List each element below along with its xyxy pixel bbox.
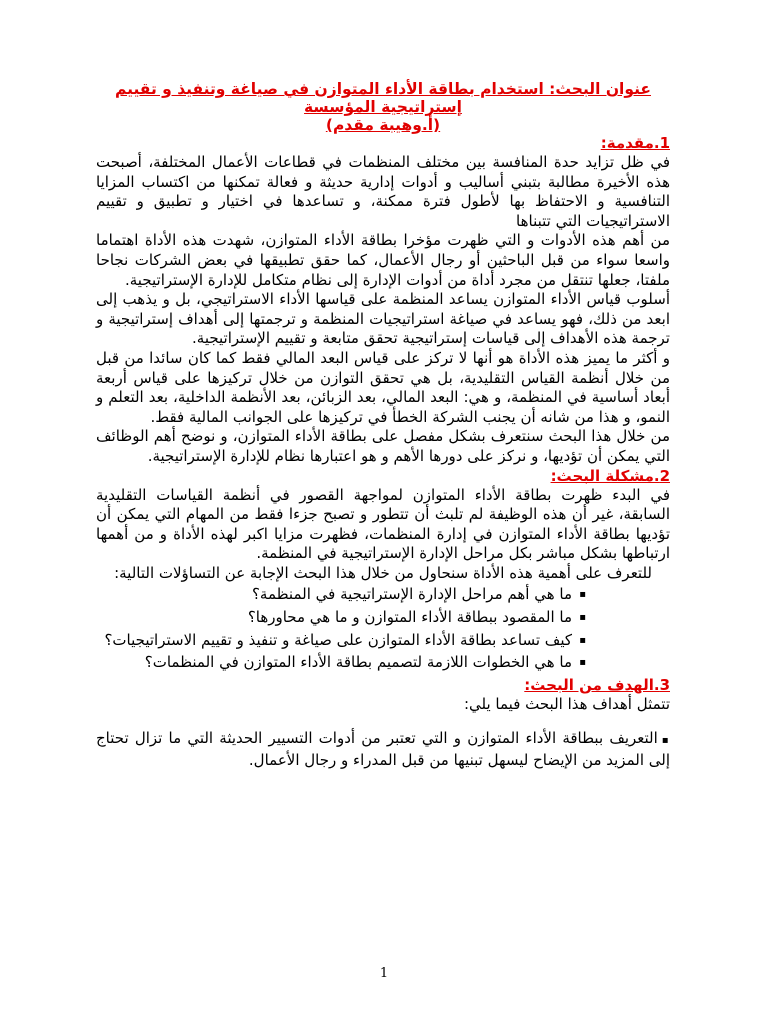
heading-research-goal: 3.الهدف من البحث: bbox=[524, 675, 670, 694]
goal-bullet-text: التعريف ببطاقة الأداء المتوازن و التي تعتبر من أدوات التسيير الحديثة التي ما تزال تحتاج إلى المزيد من الإيضاح ليسهل تبنيها من قبل المدراء و رجال الأعمال. bbox=[96, 729, 670, 770]
research-questions-list bbox=[96, 585, 670, 672]
list-item bbox=[96, 608, 670, 628]
heading-introduction: 1.مقدمة: bbox=[600, 134, 670, 152]
bullet-square-icon: ▪ bbox=[579, 634, 586, 646]
list-item bbox=[96, 653, 670, 673]
intro-paragraph-1: في ظل تزايد حدة المنافسة بين مختلف المنظمات في قطاعات الأعمال المختلفة، أصبحت هذه الأخيرة مطالبة بتبني أساليب و أدوات إدارية حديثة و فعالة تمكنها من اكتساب المزايا التنافسية و الاحتفاظ بها لأطول فترة ممكنة، و تساعدها في اختيار و تطبيق و تقييم الاستراتيجيات التي تتبناها bbox=[96, 153, 670, 230]
problem-paragraph-1: في البدء ظهرت بطاقة الأداء المتوازن لمواجهة القصور في أنظمة القياسات التقليدية السابقة، غير أن هذه الوظيفة لم تلبث أن تتطور و تصبح جزءا فقط من المهام التي يمكن أن تؤديها بطاقة الأداء المتوازن في إدارة المنظمات، فظهرت مزايا اكبر لهذه الأداة و من أهمها ارتباطها بشكل مباشر بكل مراحل الإدارة الإستراتيجية في المنظمة. bbox=[96, 485, 670, 563]
heading-research-problem: 2.مشكلة البحث: bbox=[550, 466, 670, 485]
document-page bbox=[96, 80, 670, 786]
goal-bullet-1 bbox=[96, 729, 670, 770]
question-text: ما المقصود ببطاقة الأداء المتوازن و ما هي محاورها؟ bbox=[247, 608, 572, 627]
bullet-square-icon: ▪ bbox=[579, 612, 586, 624]
bullet-square-icon: ▪ bbox=[661, 735, 670, 747]
goal-paragraph-1: تتمثل أهداف هذا البحث فيما يلي: bbox=[463, 694, 670, 713]
question-text: كيف تساعد بطاقة الأداء المتوازن على صياغة و تنفيذ و تقييم الاستراتيجيات؟ bbox=[104, 630, 572, 649]
problem-paragraph-2: للتعرف على أهمية هذه الأداة سنحاول من خلال هذا البحث الإجابة عن التساؤلات التالية: bbox=[114, 563, 652, 582]
bullet-square-icon: ▪ bbox=[579, 657, 586, 669]
list-item bbox=[96, 631, 670, 651]
title-line-1: عنوان البحث: استخدام بطاقة الأداء المتوازن في صياغة وتنفيذ و تقييم إستراتيجية المؤسسة bbox=[114, 80, 651, 116]
intro-paragraph-4: و أكثر ما يميز هذه الأداة هو أنها لا تركز على قياس البعد المالي فقط كما كان سائدا من قبل من خلال أنظمة القياس التقليدية، بل هي تحقق التوازن من خلال تركيزها على قياس أربعة أبعاد أساسية في المنظمة، و هي: البعد المالي، بعد الزبائن، بعد الأنظمة الداخلية، بعد التعلم و النمو، و هذا من شانه أن يجنب الشركة الخطأ في تركيزها على الجوانب المالية فقط. bbox=[96, 348, 670, 426]
bullet-square-icon: ▪ bbox=[579, 589, 586, 601]
title-author: (أ.وهيبة مقدم) bbox=[325, 116, 441, 134]
question-text: ما هي الخطوات اللازمة لتصميم بطاقة الأداء المتوازن في المنظمات؟ bbox=[144, 653, 572, 672]
intro-paragraph-3: أسلوب قياس الأداء المتوازن يساعد المنظمة على قياسها الأداء الاستراتيجي، بل و يذهب إلى ابعد من ذلك، فهو يساعد في صياغة استراتيجيات المنظمة و ترجمتها إلى أهداف إستراتيجية و ترجمة هذه الأهداف إلى قياسات إستراتيجية تحقق متابعة و تقييم الإستراتيجية. bbox=[96, 290, 670, 348]
document-title bbox=[96, 80, 670, 134]
list-item bbox=[96, 585, 670, 605]
question-text: ما هي أهم مراحل الإدارة الإستراتيجية في المنظمة؟ bbox=[251, 585, 572, 604]
page-number: 1 bbox=[379, 966, 389, 981]
intro-paragraph-2: من أهم هذه الأدوات و التي ظهرت مؤخرا بطاقة الأداء المتوازن، شهدت هذه الأداة اهتماما واسعا سواء من قبل الباحثين أو رجال الأعمال، كما حقق تطبيقها في بعض الشركات نجاحا ملفتا، جعلها تنتقل من مجرد أداة من أدوات الإدارة إلى نظام متكامل للإدارة الإستراتيجية. bbox=[96, 231, 670, 289]
intro-paragraph-5: من خلال هذا البحث سنتعرف بشكل مفصل على بطاقة الأداء المتوازن، و نوضح أهم الوظائف التي يمكن أن تؤديها، و نركز على دورها الأهم و هو اعتبارها نظام للإدارة الإستراتيجية. bbox=[96, 427, 670, 465]
